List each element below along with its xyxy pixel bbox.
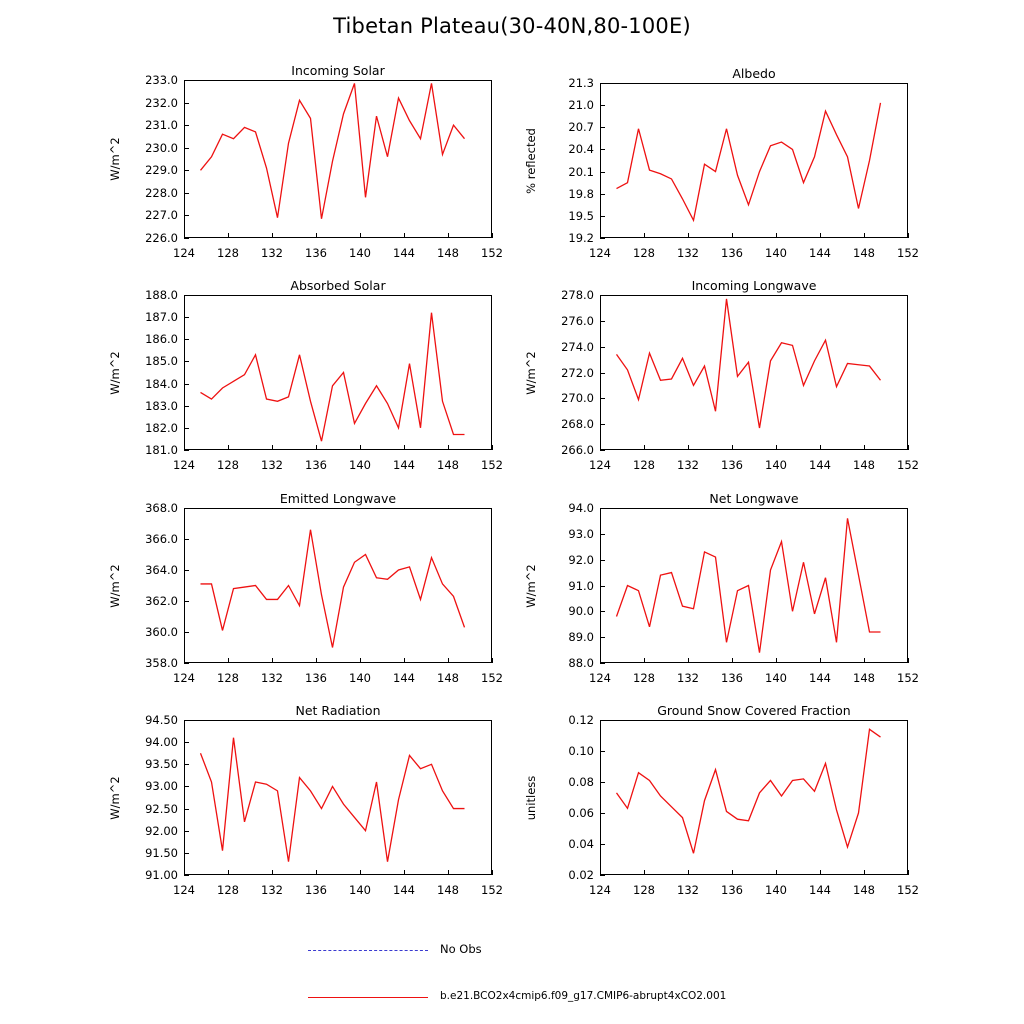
x-tick-label: 152: [897, 246, 919, 260]
series-plot: [600, 295, 908, 450]
x-tick-label: 132: [677, 246, 699, 260]
y-axis-label: unitless: [524, 775, 538, 820]
series-plot: [184, 508, 492, 663]
y-tick-label: 92.50: [145, 801, 178, 816]
y-tick-label: 0.08: [568, 775, 594, 789]
y-axis-label: W/m^2: [108, 350, 122, 395]
x-tick-label: 152: [481, 458, 503, 472]
x-tick-label: 136: [305, 458, 327, 472]
y-tick-label: 19.8: [568, 186, 594, 201]
series-line: [201, 738, 465, 862]
series-plot: [184, 295, 492, 450]
y-tick-label: 94.00: [145, 735, 178, 750]
x-tick-label: 144: [809, 246, 831, 260]
chart-panel: [108, 703, 503, 897]
y-tick-label: 368.0: [145, 501, 178, 515]
x-tick-label: 128: [633, 883, 655, 897]
y-tick-label: 0.04: [568, 837, 594, 851]
x-tick-label: 132: [261, 671, 283, 685]
x-tick-label: 136: [305, 883, 327, 897]
series-plot: [600, 720, 908, 875]
y-axis-label: W/m^2: [108, 563, 122, 608]
x-tick-label: 124: [173, 883, 195, 897]
chart-panel: [524, 491, 919, 685]
y-tick-label: 231.0: [145, 118, 178, 133]
series-line: [201, 83, 465, 218]
y-tick-label: 188.0: [145, 288, 178, 302]
series-plot: [600, 508, 908, 663]
y-tick-label: 91.00: [145, 868, 178, 882]
x-tick-label: 136: [721, 458, 743, 472]
x-tick-label: 132: [677, 458, 699, 472]
y-tick-label: 0.06: [568, 806, 594, 820]
panel-title: Net Longwave: [709, 491, 799, 506]
chart-panel: [524, 66, 919, 260]
y-tick-label: 276.0: [561, 313, 594, 328]
x-tick-label: 128: [633, 671, 655, 685]
y-tick-label: 266.0: [561, 443, 594, 457]
series-line: [201, 530, 465, 648]
y-axis-label: W/m^2: [108, 137, 122, 181]
y-tick-label: 184.0: [145, 376, 178, 391]
panel-title: Ground Snow Covered Fraction: [657, 703, 851, 718]
y-tick-mark: [184, 875, 189, 876]
y-tick-label: 20.7: [568, 120, 594, 135]
x-tick-label: 132: [261, 458, 283, 472]
legend-model-label: b.e21.BCO2x4cmip6.f09_g17.CMIP6-abrupt4xCO2.001: [440, 990, 727, 1002]
y-tick-label: 21.0: [568, 98, 594, 113]
y-tick-mark: [600, 238, 605, 239]
x-tick-label: 140: [349, 671, 371, 685]
y-tick-label: 94.0: [568, 501, 594, 515]
y-tick-label: 274.0: [561, 339, 594, 354]
x-tick-label: 140: [765, 671, 787, 685]
x-tick-label: 140: [765, 883, 787, 897]
x-tick-mark: [908, 233, 909, 238]
x-tick-label: 144: [809, 458, 831, 472]
y-tick-label: 92.0: [568, 552, 594, 567]
y-tick-mark: [184, 238, 189, 239]
x-tick-mark: [908, 870, 909, 875]
x-tick-label: 124: [589, 458, 611, 472]
x-tick-mark: [492, 233, 493, 238]
y-tick-label: 232.0: [145, 95, 178, 110]
x-tick-label: 148: [853, 883, 875, 897]
y-tick-label: 93.0: [568, 526, 594, 541]
x-tick-label: 124: [589, 246, 611, 260]
y-tick-label: 183.0: [145, 398, 178, 413]
x-tick-label: 140: [349, 458, 371, 472]
series-line: [617, 299, 881, 428]
y-tick-label: 186.0: [145, 332, 178, 347]
x-tick-label: 144: [393, 458, 415, 472]
series-plot: [184, 720, 492, 875]
y-tick-label: 185.0: [145, 354, 178, 369]
panel-title: Incoming Solar: [291, 63, 385, 78]
legend-model: [300, 988, 820, 1008]
y-tick-label: 90.0: [568, 604, 594, 619]
panel-title: Albedo: [732, 66, 776, 81]
x-tick-label: 144: [393, 883, 415, 897]
y-tick-label: 0.10: [568, 744, 594, 758]
x-tick-label: 124: [589, 671, 611, 685]
y-tick-label: 92.00: [145, 823, 178, 838]
x-tick-label: 124: [173, 671, 195, 685]
y-axis-label: % reflected: [524, 127, 538, 194]
legend-no-obs-label: No Obs: [440, 942, 482, 956]
x-tick-label: 148: [437, 246, 459, 260]
x-tick-label: 128: [217, 246, 239, 260]
y-tick-label: 20.1: [568, 164, 594, 179]
y-tick-label: 182.0: [145, 420, 178, 435]
y-tick-label: 278.0: [561, 288, 594, 302]
y-tick-label: 93.50: [145, 757, 178, 772]
y-tick-label: 360.0: [145, 625, 178, 639]
x-tick-label: 144: [809, 883, 831, 897]
y-tick-label: 187.0: [145, 310, 178, 325]
chart-panel: [108, 491, 503, 685]
y-tick-label: 362.0: [145, 594, 178, 608]
panel-title: Emitted Longwave: [279, 491, 397, 506]
chart-panel: [108, 278, 503, 472]
x-tick-label: 144: [393, 246, 415, 260]
x-tick-label: 152: [897, 671, 919, 685]
y-tick-label: 270.0: [561, 391, 594, 406]
y-tick-mark: [184, 450, 189, 451]
x-tick-label: 152: [897, 458, 919, 472]
series-line: [617, 729, 881, 853]
x-tick-label: 132: [261, 883, 283, 897]
series-plot: [184, 80, 492, 238]
x-tick-label: 152: [897, 883, 919, 897]
y-axis-label: W/m^2: [524, 350, 538, 395]
y-tick-label: 364.0: [145, 563, 178, 577]
y-tick-label: 19.5: [568, 208, 594, 223]
x-tick-label: 152: [481, 671, 503, 685]
x-tick-label: 136: [721, 671, 743, 685]
y-tick-label: 226.0: [145, 231, 178, 245]
series-line: [617, 518, 881, 652]
x-tick-label: 136: [721, 246, 743, 260]
x-tick-label: 132: [261, 246, 283, 260]
series-plot: [600, 83, 908, 238]
panel-title: Incoming Longwave: [691, 278, 817, 293]
panel-title: Absorbed Solar: [290, 278, 386, 293]
x-tick-label: 148: [437, 671, 459, 685]
y-tick-mark: [600, 663, 605, 664]
x-tick-label: 124: [173, 458, 195, 472]
y-tick-label: 366.0: [145, 532, 178, 546]
chart-panel: [108, 63, 503, 260]
y-tick-label: 228.0: [145, 185, 178, 200]
series-line: [617, 103, 881, 220]
x-tick-label: 128: [633, 246, 655, 260]
y-tick-mark: [184, 663, 189, 664]
y-tick-label: 268.0: [561, 417, 594, 432]
y-tick-label: 19.2: [568, 231, 594, 245]
chart-panel: [524, 278, 919, 472]
y-axis-label: W/m^2: [108, 775, 122, 820]
x-tick-label: 124: [173, 246, 195, 260]
y-tick-label: 91.0: [568, 578, 594, 593]
y-tick-label: 181.0: [145, 443, 178, 457]
x-tick-label: 124: [589, 883, 611, 897]
x-tick-label: 136: [721, 883, 743, 897]
y-tick-label: 93.00: [145, 779, 178, 794]
x-tick-mark: [908, 445, 909, 450]
x-tick-label: 128: [217, 883, 239, 897]
y-tick-mark: [600, 875, 605, 876]
x-tick-label: 148: [437, 458, 459, 472]
y-tick-label: 88.0: [568, 656, 594, 670]
x-tick-label: 144: [809, 671, 831, 685]
y-tick-label: 89.0: [568, 630, 594, 645]
y-tick-label: 227.0: [145, 208, 178, 223]
x-tick-label: 148: [437, 883, 459, 897]
x-tick-label: 128: [217, 671, 239, 685]
y-tick-label: 230.0: [145, 140, 178, 155]
x-tick-label: 148: [853, 246, 875, 260]
x-tick-label: 144: [393, 671, 415, 685]
x-tick-mark: [492, 445, 493, 450]
legend-model-line: [308, 997, 428, 998]
y-tick-label: 233.0: [145, 73, 178, 87]
page-title: Tibetan Plateau(30-40N,80-100E): [333, 14, 691, 38]
y-tick-label: 272.0: [561, 365, 594, 380]
y-tick-mark: [600, 450, 605, 451]
x-tick-label: 140: [349, 883, 371, 897]
x-tick-label: 128: [633, 458, 655, 472]
y-tick-label: 21.3: [568, 76, 594, 90]
y-tick-label: 358.0: [145, 656, 178, 670]
y-axis-label: W/m^2: [524, 563, 538, 608]
y-tick-label: 229.0: [145, 163, 178, 178]
y-tick-label: 20.4: [568, 142, 594, 157]
x-tick-label: 132: [677, 883, 699, 897]
legend-no-obs-line: [308, 950, 428, 951]
x-tick-label: 152: [481, 883, 503, 897]
y-tick-label: 0.02: [568, 868, 594, 882]
y-tick-label: 0.12: [568, 713, 594, 727]
x-tick-label: 136: [305, 246, 327, 260]
x-tick-label: 148: [853, 458, 875, 472]
x-tick-mark: [492, 658, 493, 663]
x-tick-label: 148: [853, 671, 875, 685]
x-tick-label: 132: [677, 671, 699, 685]
y-tick-label: 91.50: [145, 845, 178, 860]
x-tick-label: 152: [481, 246, 503, 260]
series-line: [201, 313, 465, 441]
x-tick-label: 140: [765, 458, 787, 472]
panel-title: Net Radiation: [295, 703, 381, 718]
chart-panel: [524, 703, 919, 897]
x-tick-label: 140: [349, 246, 371, 260]
x-tick-mark: [492, 870, 493, 875]
x-tick-label: 128: [217, 458, 239, 472]
x-tick-label: 140: [765, 246, 787, 260]
x-tick-mark: [908, 658, 909, 663]
legend-no-obs: [300, 941, 720, 961]
x-tick-label: 136: [305, 671, 327, 685]
y-tick-label: 94.50: [145, 713, 178, 727]
